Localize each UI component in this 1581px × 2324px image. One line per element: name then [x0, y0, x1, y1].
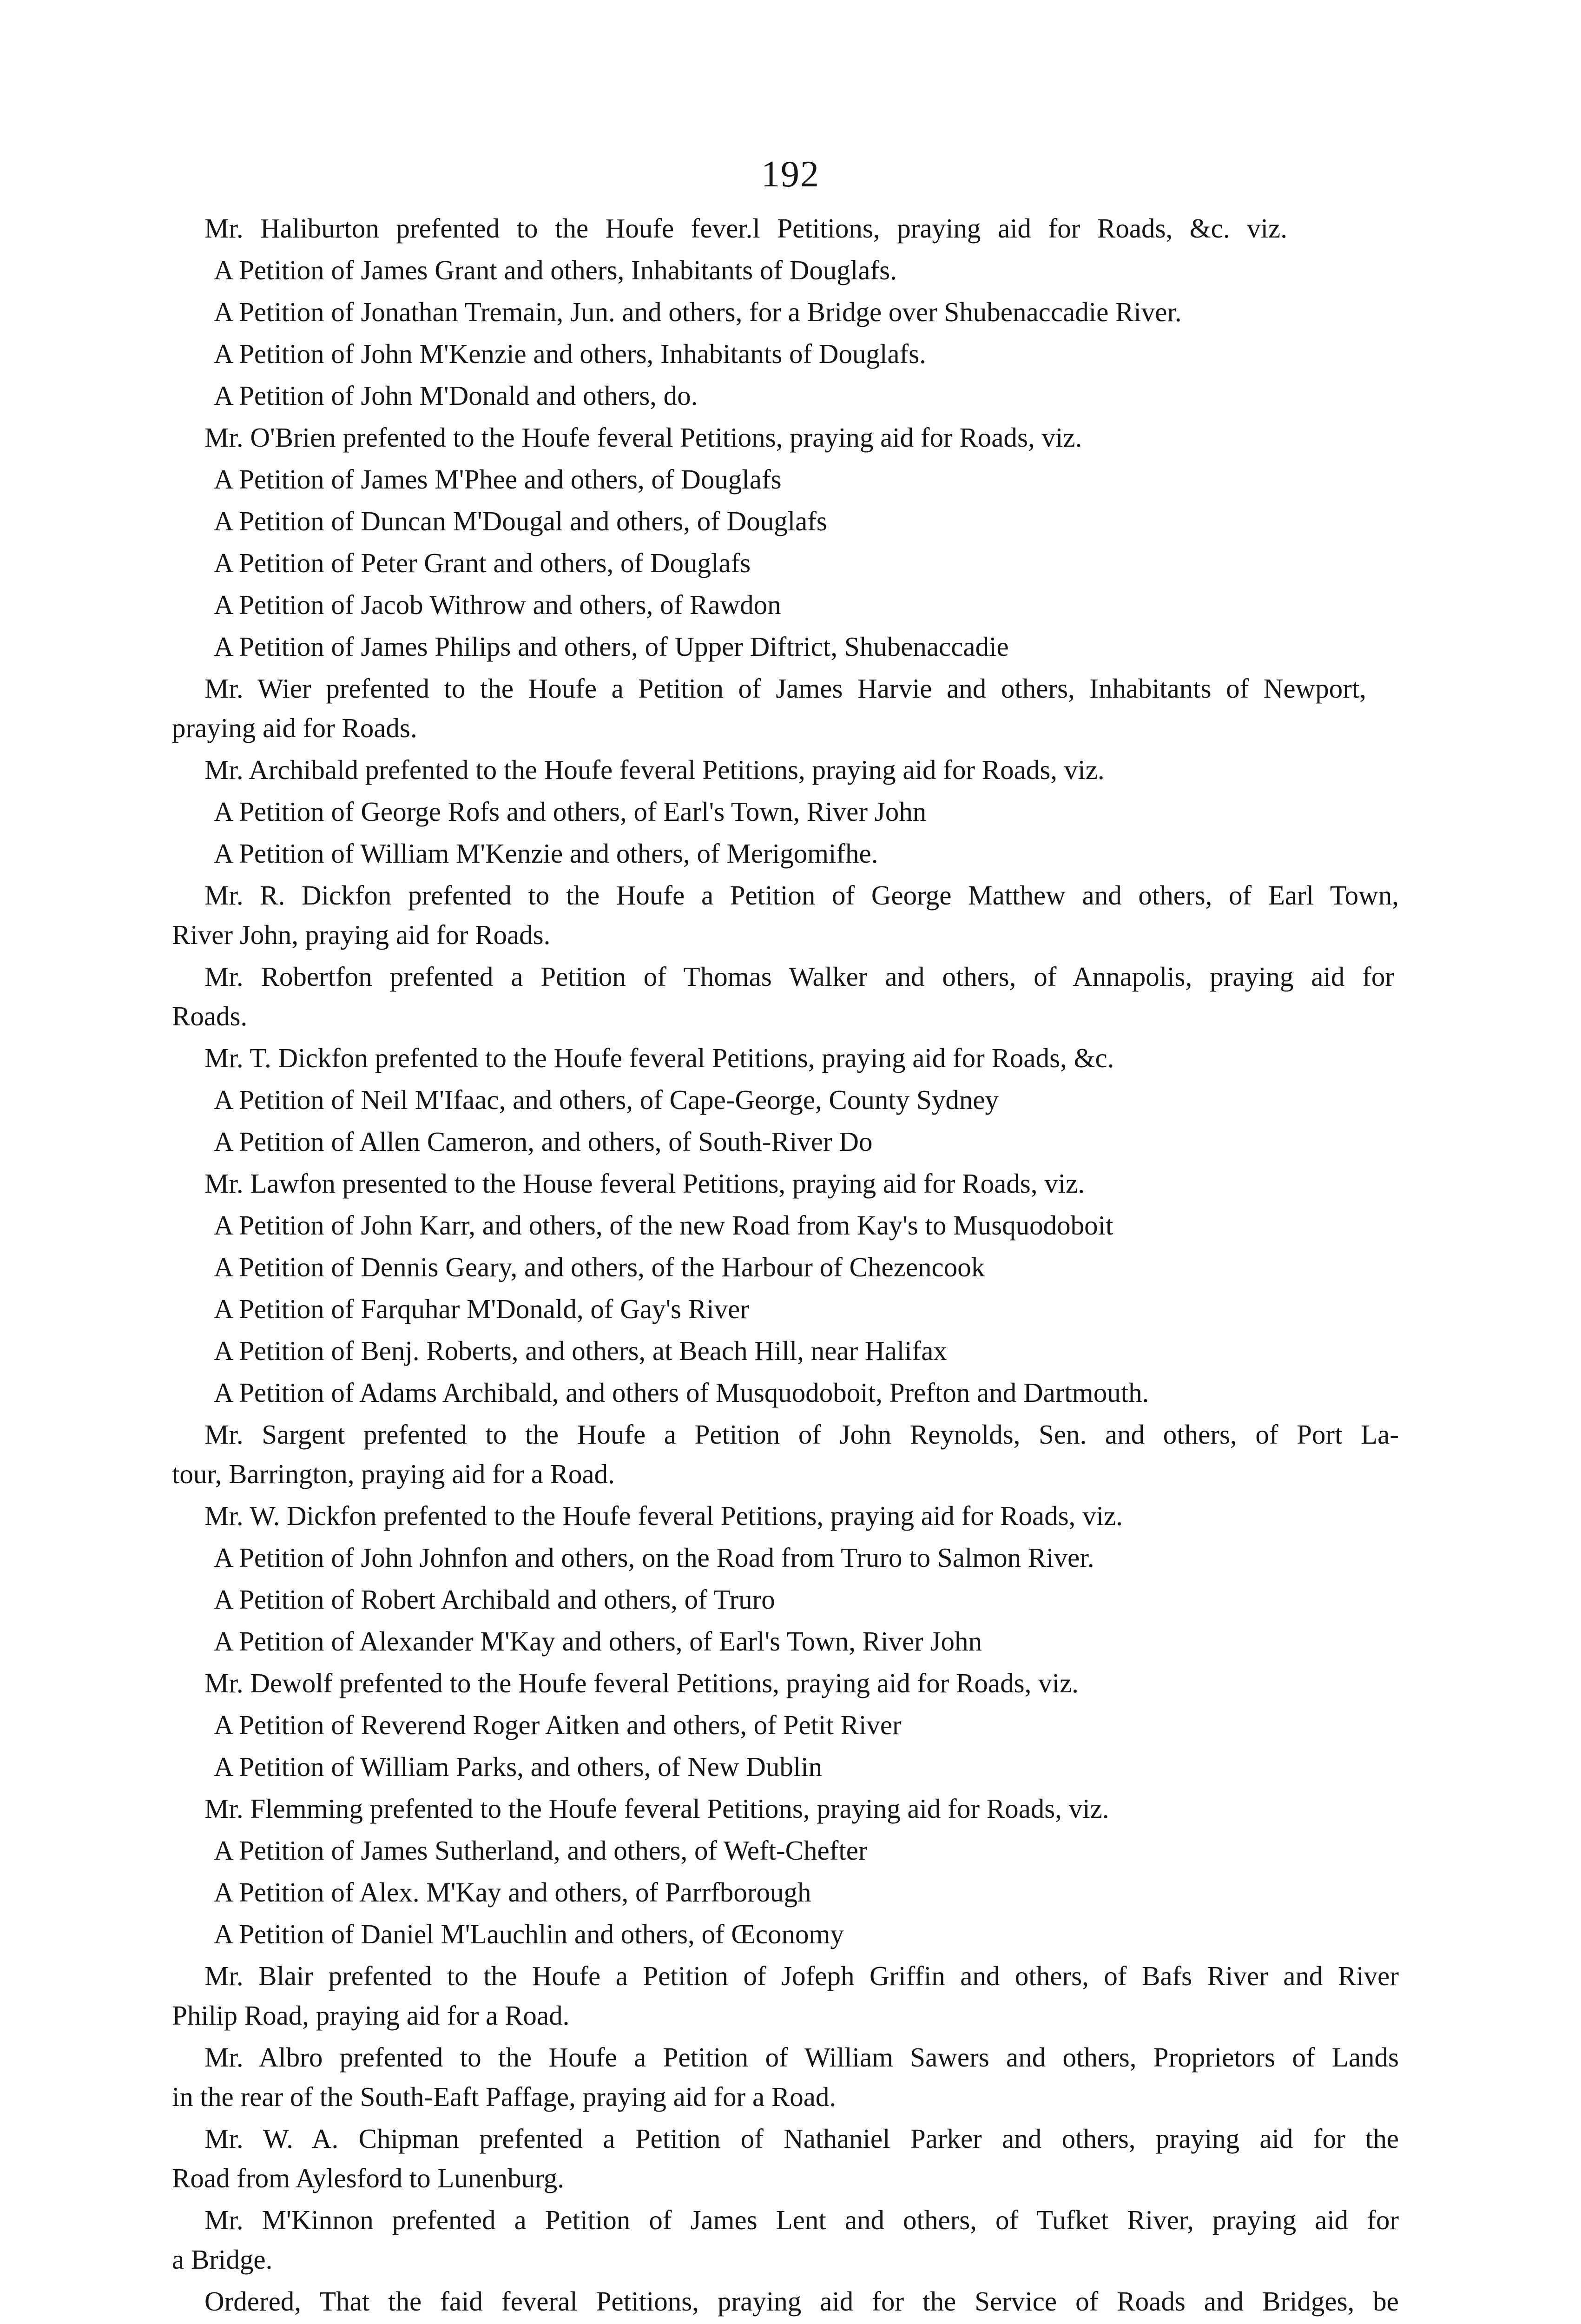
text-line: A Petition of Allen Cameron, and others, of South-River Do — [214, 1126, 873, 1157]
text-line: Mr. Robertfon prefented a Petition of Thomas Walker and others, of Annapolis, praying aid for — [204, 961, 1394, 992]
text-line: Road from Aylesford to Lunenburg. — [172, 2163, 564, 2193]
text-line: A Petition of George Rofs and others, of Earl's Town, River John — [214, 796, 927, 827]
text-line: Mr. W. A. Chipman prefented a Petition of Nathaniel Parker and others, praying aid for the — [204, 2123, 1399, 2154]
text-line: A Petition of James M'Phee and others, of Douglafs — [214, 464, 782, 495]
text-line: Mr. Wier prefented to the Houfe a Petition of James Harvie and others, Inhabitants of Newport, — [204, 673, 1366, 704]
text-line: A Petition of John M'Kenzie and others, Inhabitants of Douglafs. — [214, 338, 926, 369]
text-line: A Petition of Neil M'Ifaac, and others, of Cape-George, County Sydney — [214, 1084, 999, 1115]
text-line: Roads. — [172, 1001, 248, 1031]
text-line: Mr. Lawfon presented to the House feveral Petitions, praying aid for Roads, viz. — [204, 1168, 1085, 1199]
text-line: Mr. Flemming prefented to the Houfe feveral Petitions, praying aid for Roads, viz. — [204, 1793, 1109, 1824]
text-line: A Petition of Duncan M'Dougal and others, of Douglafs — [214, 506, 827, 536]
text-line: A Petition of Benj. Roberts, and others, at Beach Hill, near Halifax — [214, 1335, 947, 1366]
text-line: Mr. Sargent prefented to the Houfe a Petition of John Reynolds, Sen. and others, of Port La- — [204, 1419, 1399, 1450]
text-line: A Petition of Alex. M'Kay and others, of Parrfborough — [214, 1877, 811, 1908]
text-line: A Petition of Dennis Geary, and others, of the Harbour of Chezencook — [214, 1252, 985, 1282]
text-line: A Petition of James Grant and others, Inhabitants of Douglafs. — [214, 255, 897, 285]
text-line: Mr. R. Dickfon prefented to the Houfe a Petition of George Matthew and others, of Earl Town, — [204, 880, 1399, 911]
text-line: A Petition of Peter Grant and others, of Douglafs — [214, 548, 751, 578]
text-line: A Petition of John M'Donald and others, do. — [214, 380, 698, 411]
text-line: Mr. M'Kinnon prefented a Petition of James Lent and others, of Tufket River, praying aid for — [204, 2205, 1399, 2235]
text-line: in the rear of the South-Eaft Paffage, praying aid for a Road. — [172, 2081, 837, 2112]
text-line: A Petition of Reverend Roger Aitken and others, of Petit River — [214, 1710, 902, 1740]
text-line: praying aid for Roads. — [172, 713, 417, 743]
text-line: A Petition of Farquhar M'Donald, of Gay's River — [214, 1294, 749, 1324]
text-line: Ordered, That the faid feveral Petitions, praying aid for the Service of Roads and Bridges, be — [204, 2286, 1399, 2317]
text-line: River John, praying aid for Roads. — [172, 919, 551, 950]
text-line: Mr. Albro prefented to the Houfe a Petition of William Sawers and others, Proprietors of Lands — [204, 2042, 1399, 2073]
text-line: A Petition of Adams Archibald, and others of Musquodoboit, Prefton and Dartmouth. — [214, 1377, 1149, 1408]
text-line: Mr. W. Dickfon prefented to the Houfe feveral Petitions, praying aid for Roads, viz. — [204, 1500, 1123, 1531]
text-line: Mr. Dewolf prefented to the Houfe feveral Petitions, praying aid for Roads, viz. — [204, 1668, 1079, 1698]
text-line: Mr. Blair prefented to the Houfe a Petition of Jofeph Griffin and others, of Bafs River and River — [204, 1961, 1399, 1991]
text-line: Mr. Archibald prefented to the Houfe feveral Petitions, praying aid for Roads, viz. — [204, 754, 1105, 785]
text-line: Philip Road, praying aid for a Road. — [172, 2000, 570, 2031]
text-line: A Petition of William Parks, and others, of New Dublin — [214, 1751, 823, 1782]
text-line: Mr. O'Brien prefented to the Houfe feveral Petitions, praying aid for Roads, viz. — [204, 422, 1082, 453]
text-line: A Petition of James Sutherland, and others, of Weft-Chefter — [214, 1835, 868, 1866]
text-line: A Petition of Daniel M'Lauchlin and others, of Œconomy — [214, 1919, 844, 1949]
text-line: Mr. Haliburton prefented to the Houfe fever.l Petitions, praying aid for Roads, &c. viz. — [204, 213, 1287, 244]
text-line: A Petition of Jonathan Tremain, Jun. and others, for a Bridge over Shubenaccadie River. — [214, 297, 1182, 327]
text-line: tour, Barrington, praying aid for a Road. — [172, 1459, 615, 1489]
text-line: A Petition of Alexander M'Kay and others, of Earl's Town, River John — [214, 1626, 982, 1657]
text-line: Mr. T. Dickfon prefented to the Houfe feveral Petitions, praying aid for Roads, &c. — [204, 1043, 1114, 1073]
text-line: a Bridge. — [172, 2244, 273, 2275]
text-line: A Petition of James Philips and others, of Upper Diftrict, Shubenaccadie — [214, 631, 1009, 662]
text-line: A Petition of John Karr, and others, of the new Road from Kay's to Musquodoboit — [214, 1210, 1113, 1241]
text-line: A Petition of Jacob Withrow and others, of Rawdon — [214, 589, 781, 620]
text-line: A Petition of Robert Archibald and others, of Truro — [214, 1584, 775, 1615]
page-number: 192 — [761, 154, 820, 195]
text-line: A Petition of John Johnfon and others, on the Road from Truro to Salmon River. — [214, 1542, 1094, 1573]
text-line: A Petition of William M'Kenzie and others, of Merigomifhe. — [214, 838, 878, 869]
